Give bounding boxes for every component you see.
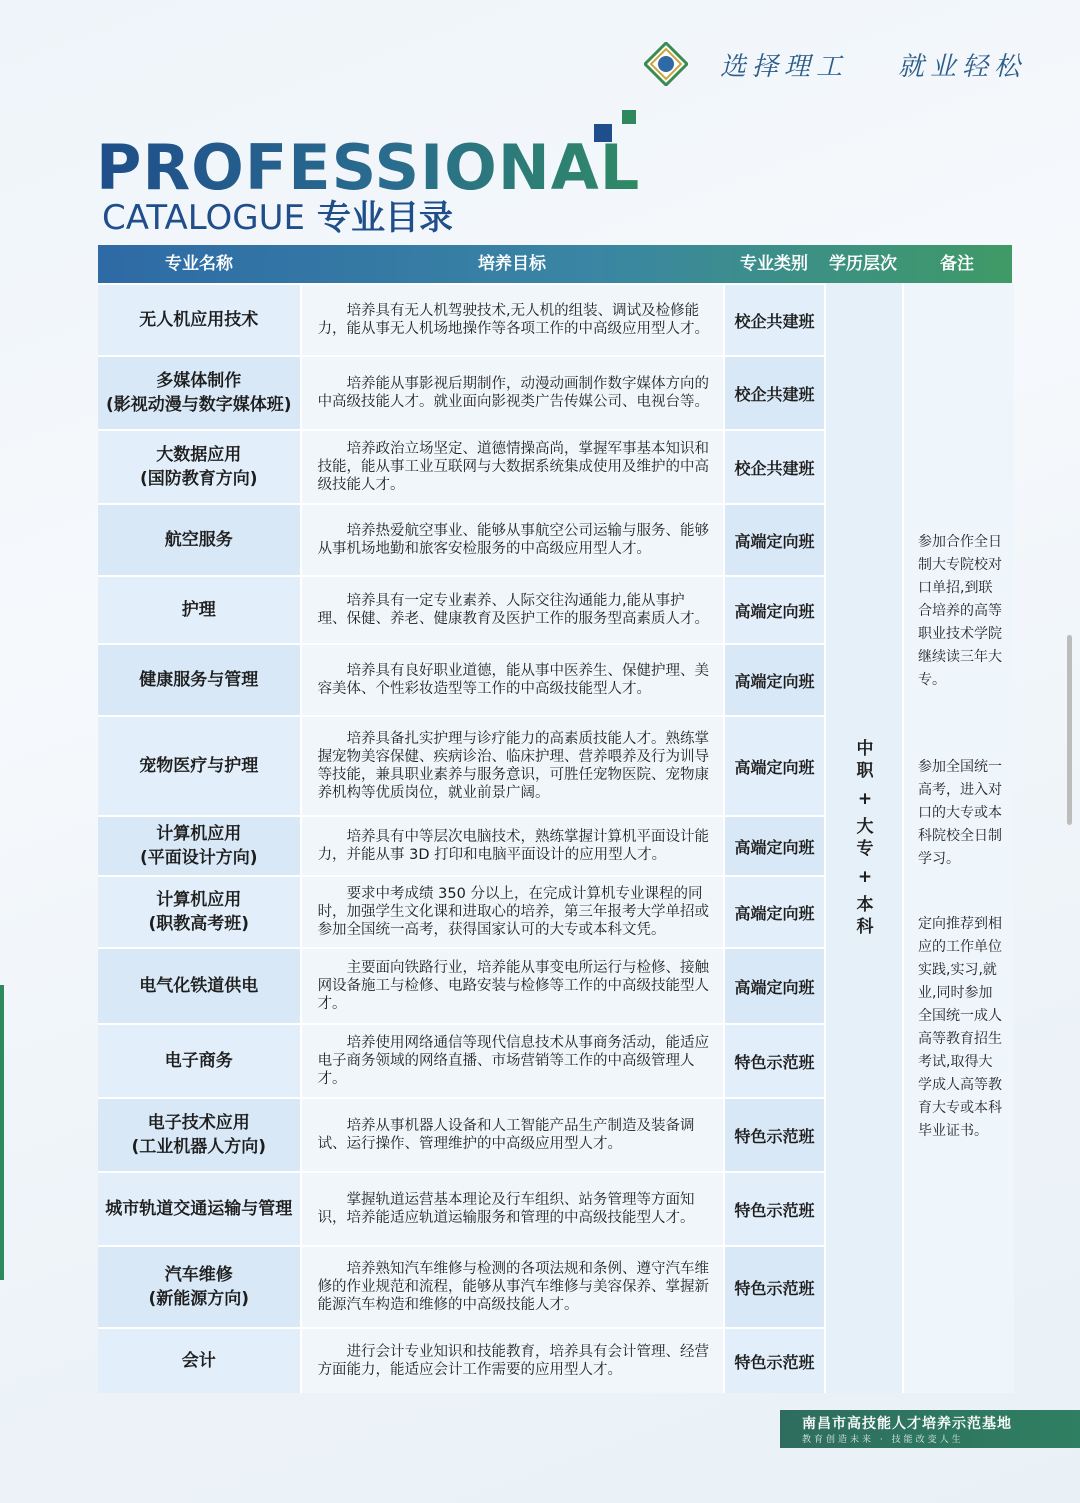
- education-level-char: 本: [856, 895, 874, 915]
- major-name: 电子技术应用 (工业机器人方向): [98, 1099, 300, 1171]
- footer-banner: [780, 1410, 1080, 1448]
- major-name: 健康服务与管理: [98, 645, 300, 715]
- school-logo-icon: [644, 42, 688, 86]
- subtitle-cn: 专业目录: [316, 198, 453, 238]
- page-title: PROFESSIONAL: [96, 128, 640, 208]
- slogan-employment: 就业轻松: [898, 52, 1027, 82]
- training-goal: [300, 1247, 723, 1327]
- major-category: 高端定向班: [723, 817, 825, 875]
- education-level-cell: [824, 283, 904, 1393]
- major-name: 无人机应用技术: [98, 285, 300, 355]
- major-name: 航空服务: [98, 505, 300, 575]
- training-goal-text: 培养具有中等层次电脑技术，熟练掌握计算机平面设计能力，并能从事 3D 打印和电脑平面设计的应用型人才。: [317, 829, 710, 863]
- training-goal: [300, 949, 723, 1023]
- notes-cell: [902, 283, 1014, 1393]
- major-category: 高端定向班: [723, 505, 825, 575]
- training-goal: [300, 577, 723, 643]
- education-level-char: +: [857, 867, 873, 887]
- footer-motto: 教育创造未来 · 技能改变人生: [802, 1435, 964, 1445]
- training-goal: [300, 357, 723, 429]
- header-slogan-bar: [640, 40, 1060, 90]
- training-goal: [300, 1025, 723, 1097]
- training-goal-text: 掌握轨道运营基本理论及行车组织、站务管理等方面知识，培养能适应轨道运输服务和管理的中高级技能型人才。: [317, 1192, 695, 1226]
- education-level-char: +: [857, 789, 873, 809]
- catalogue-table: [98, 245, 1012, 1393]
- major-category: 特色示范班: [723, 1025, 825, 1097]
- education-level-char: 大: [856, 817, 874, 837]
- education-level-char: 职: [856, 761, 874, 781]
- training-goal-text: 培养具备扎实护理与诊疗能力的高素质技能人才。熟练掌握宠物美容保健、疾病诊治、临床护理、营养喂养及行为训导等技能，兼具职业素养与服务意识，可胜任宠物医院、宠物康养机构等优质岗位，就业前景广阔。: [317, 731, 710, 801]
- training-goal-text: 培养从事机器人设备和人工智能产品生产制造及装备调试、运行操作、管理维护的中高级应用型人才。: [317, 1118, 695, 1152]
- major-category: 高端定向班: [723, 949, 825, 1023]
- training-goal-text: 主要面向铁路行业，培养能从事变电所运行与检修、接触网设备施工与检修、电路安装与检修等工作的中高级技能型人才。: [317, 960, 710, 1012]
- major-category: 高端定向班: [723, 877, 825, 947]
- major-name: 多媒体制作 (影视动漫与数字媒体班): [98, 357, 300, 429]
- major-name: 计算机应用 (职教高考班): [98, 877, 300, 947]
- footer-title: 南昌市高技能人才培养示范基地: [802, 1416, 1012, 1432]
- page-subtitle: [102, 196, 453, 240]
- training-goal: [300, 431, 723, 503]
- note-3: 定向推荐到相应的工作单位实践,实习,就业,同时参加全国统一成人高等教育招生考试,取得大学成人高等教育大专或本科毕业证书。: [918, 916, 1002, 1139]
- col-header-level: 学历层次: [829, 254, 897, 274]
- major-category: 特色示范班: [723, 1099, 825, 1171]
- training-goal: [300, 505, 723, 575]
- slogan-choose: 选择理工: [720, 52, 849, 82]
- training-goal-text: 培养具有良好职业道德，能从事中医养生、保健护理、美容美体、个性彩妆造型等工作的中高级技能型人才。: [317, 663, 710, 697]
- decor-square-green: [622, 110, 636, 124]
- training-goal-text: 培养能从事影视后期制作，动漫动画制作数字媒体方向的中高级技能人才。就业面向影视类广告传媒公司、电视台等。: [317, 376, 710, 410]
- major-category: 高端定向班: [723, 577, 825, 643]
- col-header-category: 专业类别: [740, 254, 808, 274]
- training-goal-text: 进行会计专业知识和技能教育，培养具有会计管理、经营方面能力，能适应会计工作需要的应用型人才。: [317, 1344, 710, 1378]
- major-name: 大数据应用 (国防教育方向): [98, 431, 300, 503]
- table-body: [98, 283, 1012, 1393]
- col-header-notes: 备注: [940, 254, 974, 274]
- training-goal: [300, 1099, 723, 1171]
- major-name: 护理: [98, 577, 300, 643]
- major-name: 会计: [98, 1329, 300, 1393]
- scrollbar[interactable]: [1067, 635, 1072, 825]
- training-goal-text: 培养热爱航空事业、能够从事航空公司运输与服务、能够从事机场地勤和旅客安检服务的中高级应用型人才。: [317, 523, 710, 557]
- training-goal-text: 培养政治立场坚定、道德情操高尚，掌握军事基本知识和技能，能从事工业互联网与大数据系统集成使用及维护的中高级技能人才。: [317, 441, 710, 493]
- training-goal-text: 培养具有一定专业素养、人际交往沟通能力,能从事护理、保健、养老、健康教育及医护工作的服务型高素质人才。: [317, 593, 710, 627]
- training-goal-text: 培养熟知汽车维修与检测的各项法规和条例、遵守汽车维修的作业规范和流程，能够从事汽车维修与美容保养、掌握新能源汽车构造和维修的中高级技能人才。: [317, 1261, 710, 1313]
- major-category: 高端定向班: [723, 645, 825, 715]
- major-name: 计算机应用 (平面设计方向): [98, 817, 300, 875]
- note-2: 参加全国统一高考，进入对口的大专或本科院校全日制学习。: [918, 759, 1002, 867]
- note-1: 参加合作全日制大专院校对口单招,到联合培养的高等职业技术学院继续读三年大专。: [918, 534, 1002, 688]
- col-header-name: 专业名称: [165, 254, 233, 274]
- training-goal: [300, 1329, 723, 1393]
- major-name: 汽车维修 (新能源方向): [98, 1247, 300, 1327]
- major-category: 高端定向班: [723, 717, 825, 815]
- major-category: 校企共建班: [723, 431, 825, 503]
- decor-side-bar: [0, 985, 4, 1280]
- training-goal-text: 要求中考成绩 350 分以上，在完成计算机专业课程的同时，加强学生文化课和进取心的培养，第三年报考大学单招或参加全国统一高考，获得国家认可的大专或本科文凭。: [317, 886, 710, 938]
- training-goal: [300, 1173, 723, 1245]
- table-header: [98, 245, 1012, 283]
- education-level-char: 科: [856, 917, 874, 937]
- training-goal: [300, 817, 723, 875]
- education-level-char: 专: [856, 839, 874, 859]
- training-goal-text: 培养使用网络通信等现代信息技术从事商务活动，能适应电子商务领域的网络直播、市场营销等工作的中高级管理人才。: [317, 1035, 710, 1087]
- major-category: 特色示范班: [723, 1173, 825, 1245]
- education-level-char: 中: [856, 739, 874, 759]
- col-header-goal: 培养目标: [478, 254, 546, 274]
- major-name: 宠物医疗与护理: [98, 717, 300, 815]
- major-name: 电子商务: [98, 1025, 300, 1097]
- training-goal-text: 培养具有无人机驾驶技术,无人机的组装、调试及检修能力，能从事无人机场地操作等各项工作的中高级应用型人才。: [317, 303, 710, 337]
- major-name: 城市轨道交通运输与管理: [98, 1173, 300, 1245]
- subtitle-en: CATALOGUE: [102, 198, 305, 238]
- major-category: 特色示范班: [723, 1329, 825, 1393]
- major-name: 电气化铁道供电: [98, 949, 300, 1023]
- training-goal: [300, 877, 723, 947]
- major-category: 特色示范班: [723, 1247, 825, 1327]
- training-goal: [300, 717, 723, 815]
- major-category: 校企共建班: [723, 357, 825, 429]
- training-goal: [300, 645, 723, 715]
- training-goal: [300, 285, 723, 355]
- major-category: 校企共建班: [723, 285, 825, 355]
